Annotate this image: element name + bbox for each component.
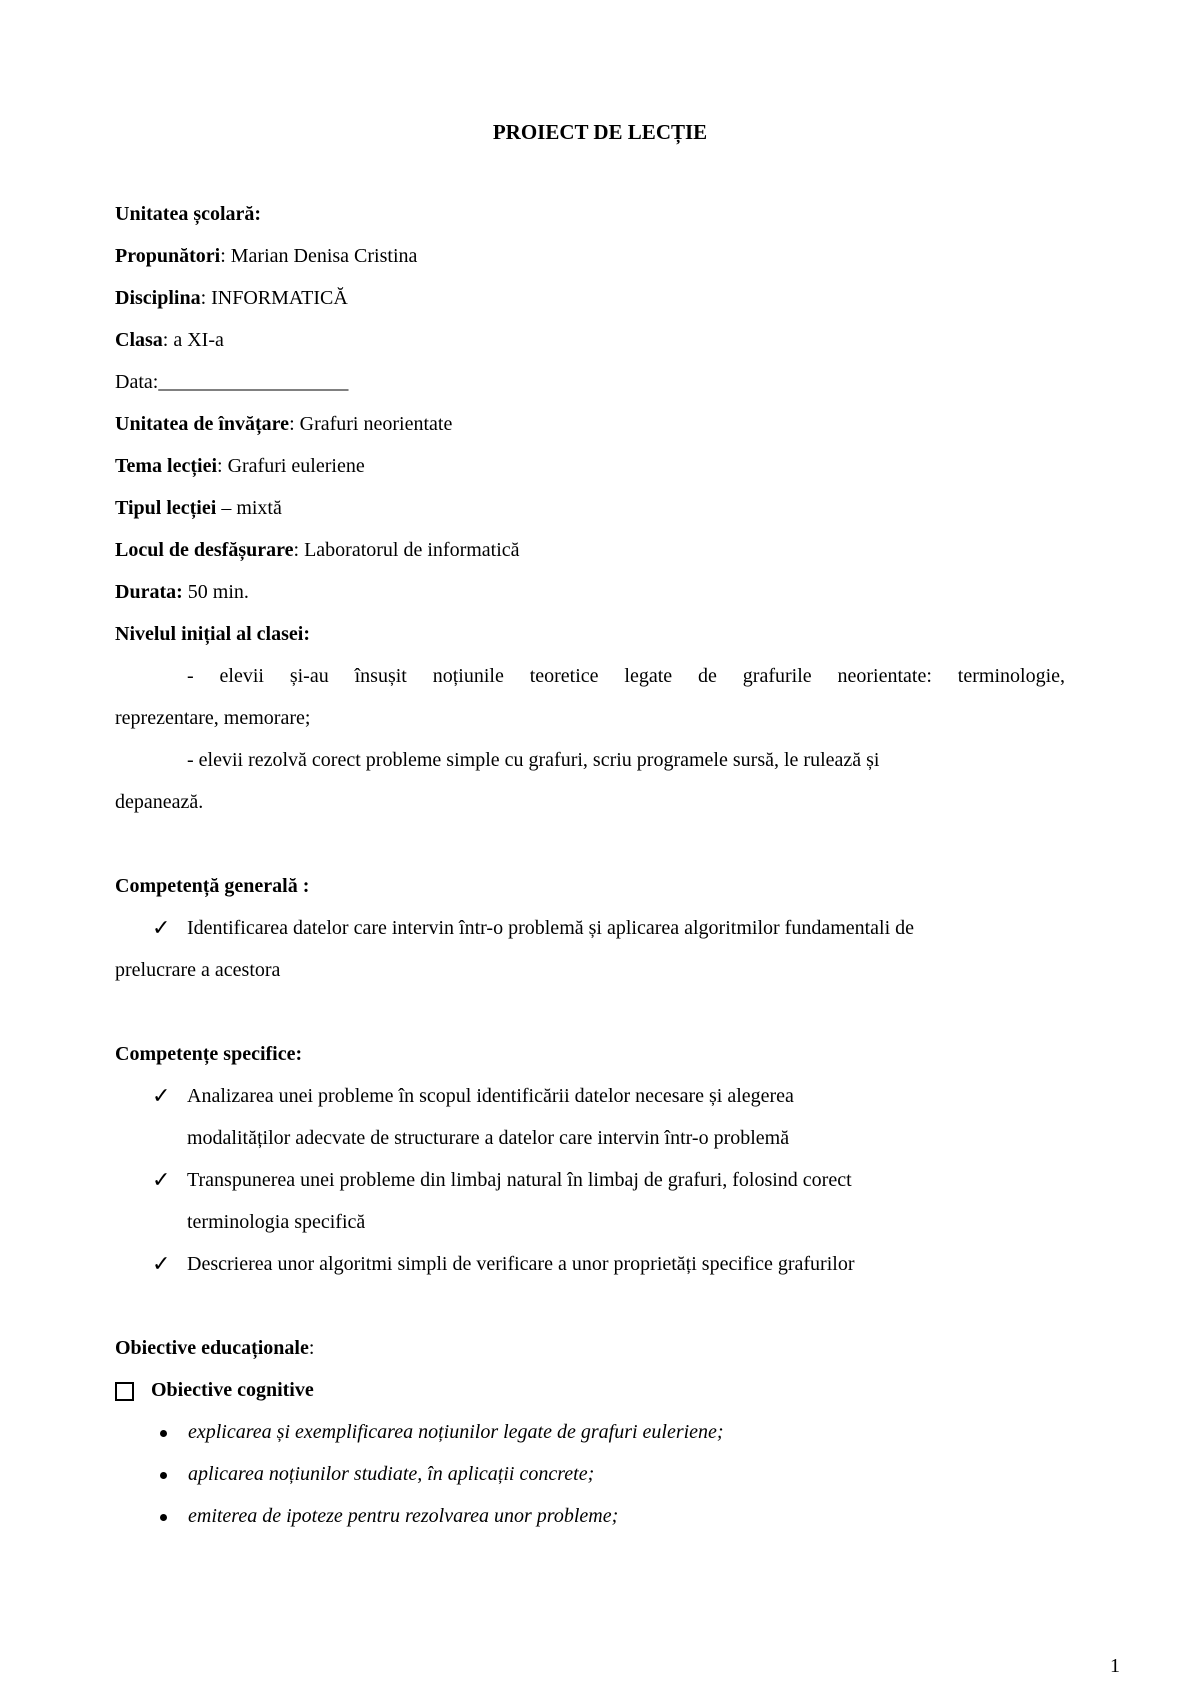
field-value: : Grafuri euleriene (217, 455, 365, 477)
field-value: : Marian Denisa Cristina (220, 245, 418, 267)
field-durata (115, 581, 249, 604)
field-unitatea-invatare (115, 413, 452, 436)
obiectiv-cognitiv-3: emiterea de ipoteze pentru rezolvarea unor probleme; (188, 1505, 619, 1527)
page-number: 1 (1110, 1655, 1120, 1677)
field-value: : INFORMATICĂ (200, 287, 348, 309)
bullet-icon (160, 1430, 167, 1437)
field-value: : a XI-a (162, 329, 224, 351)
field-locul (115, 539, 520, 562)
obiective-heading-text: Obiective educaționale (115, 1337, 309, 1359)
obiectiv-cognitiv-2: aplicarea noțiunilor studiate, în aplicații concrete; (188, 1463, 595, 1485)
bullet-icon (160, 1514, 167, 1521)
check-icon: ✓ (152, 1167, 171, 1192)
competenta-specifica-1-line-2: modalităților adecvate de structurare a datelor care intervin într-o problemă (187, 1127, 790, 1149)
field-value: – mixtă (221, 497, 282, 519)
checkbox-square-icon (115, 1382, 134, 1401)
competenta-specifica-1-line-1: Analizarea unei probleme în scopul identificării datelor necesare și alegerea (187, 1085, 794, 1107)
check-icon: ✓ (152, 1083, 171, 1108)
field-label: Data: (115, 371, 159, 393)
field-value: 50 min. (182, 581, 249, 603)
field-clasa (115, 329, 224, 352)
competenta-specifica-2-line-1: Transpunerea unei probleme din limbaj natural în limbaj de grafuri, folosind corect (187, 1169, 852, 1191)
field-unitatea-scolara (115, 203, 261, 226)
field-label: Unitatea școlară: (115, 203, 262, 225)
nivel-heading: Nivelul inițial al clasei: (115, 623, 310, 645)
obiective-heading (115, 1337, 314, 1360)
obiectiv-cognitiv-1: explicarea și exemplificarea noțiunilor legate de grafuri euleriene; (188, 1421, 724, 1443)
field-value: ___________________ (158, 371, 349, 393)
document-title: PROIECT DE LECȚIE (492, 120, 708, 144)
competenta-generala-heading: Competență generală : (115, 875, 310, 897)
check-icon: ✓ (152, 1251, 171, 1276)
check-icon: ✓ (152, 915, 171, 940)
field-label: Tipul lecției (115, 497, 222, 519)
bullet-icon (160, 1472, 167, 1479)
field-value: : Grafuri neorientate (289, 413, 453, 435)
obiective-cognitive-heading: Obiective cognitive (151, 1379, 314, 1401)
field-label: Tema lecției (115, 455, 218, 477)
field-disciplina (115, 287, 348, 310)
competenta-generala-line-2: prelucrare a acestora (115, 959, 281, 981)
field-label: Durata: (115, 581, 183, 603)
obiective-heading-suffix: : (308, 1337, 315, 1359)
field-label: Locul de desfășurare (115, 539, 294, 561)
nivel-item-1-line-1: - elevii și-au însușit noțiunile teoretice legate de grafurile neorientate: terminologie, (187, 665, 1065, 687)
field-label: Disciplina (115, 287, 201, 309)
nivel-item-2-line-2: depanează. (115, 791, 204, 813)
competenta-specifica-3-line-1: Descrierea unor algoritmi simpli de verificare a unor proprietăți specifice grafurilor (187, 1253, 855, 1275)
field-value: : Laboratorul de informatică (293, 539, 520, 561)
field-label: Clasa (115, 329, 163, 351)
competente-specifice-heading: Competențe specifice: (115, 1043, 303, 1065)
nivel-item-2-line-1: - elevii rezolvă corect probleme simple cu grafuri, scriu programele sursă, le rulează și (187, 749, 880, 771)
competenta-specifica-2-line-2: terminologia specifică (187, 1211, 366, 1233)
field-label: Unitatea de învățare (115, 413, 290, 435)
field-propunatori (115, 245, 417, 268)
field-tipul (115, 497, 282, 520)
field-label: Propunători (115, 245, 221, 267)
field-tema (115, 455, 365, 478)
nivel-item-1-line-2: reprezentare, memorare; (115, 707, 311, 729)
competenta-generala-line-1: Identificarea datelor care intervin într-o problemă și aplicarea algoritmilor fundamentali de (187, 917, 915, 939)
field-data (115, 371, 348, 394)
